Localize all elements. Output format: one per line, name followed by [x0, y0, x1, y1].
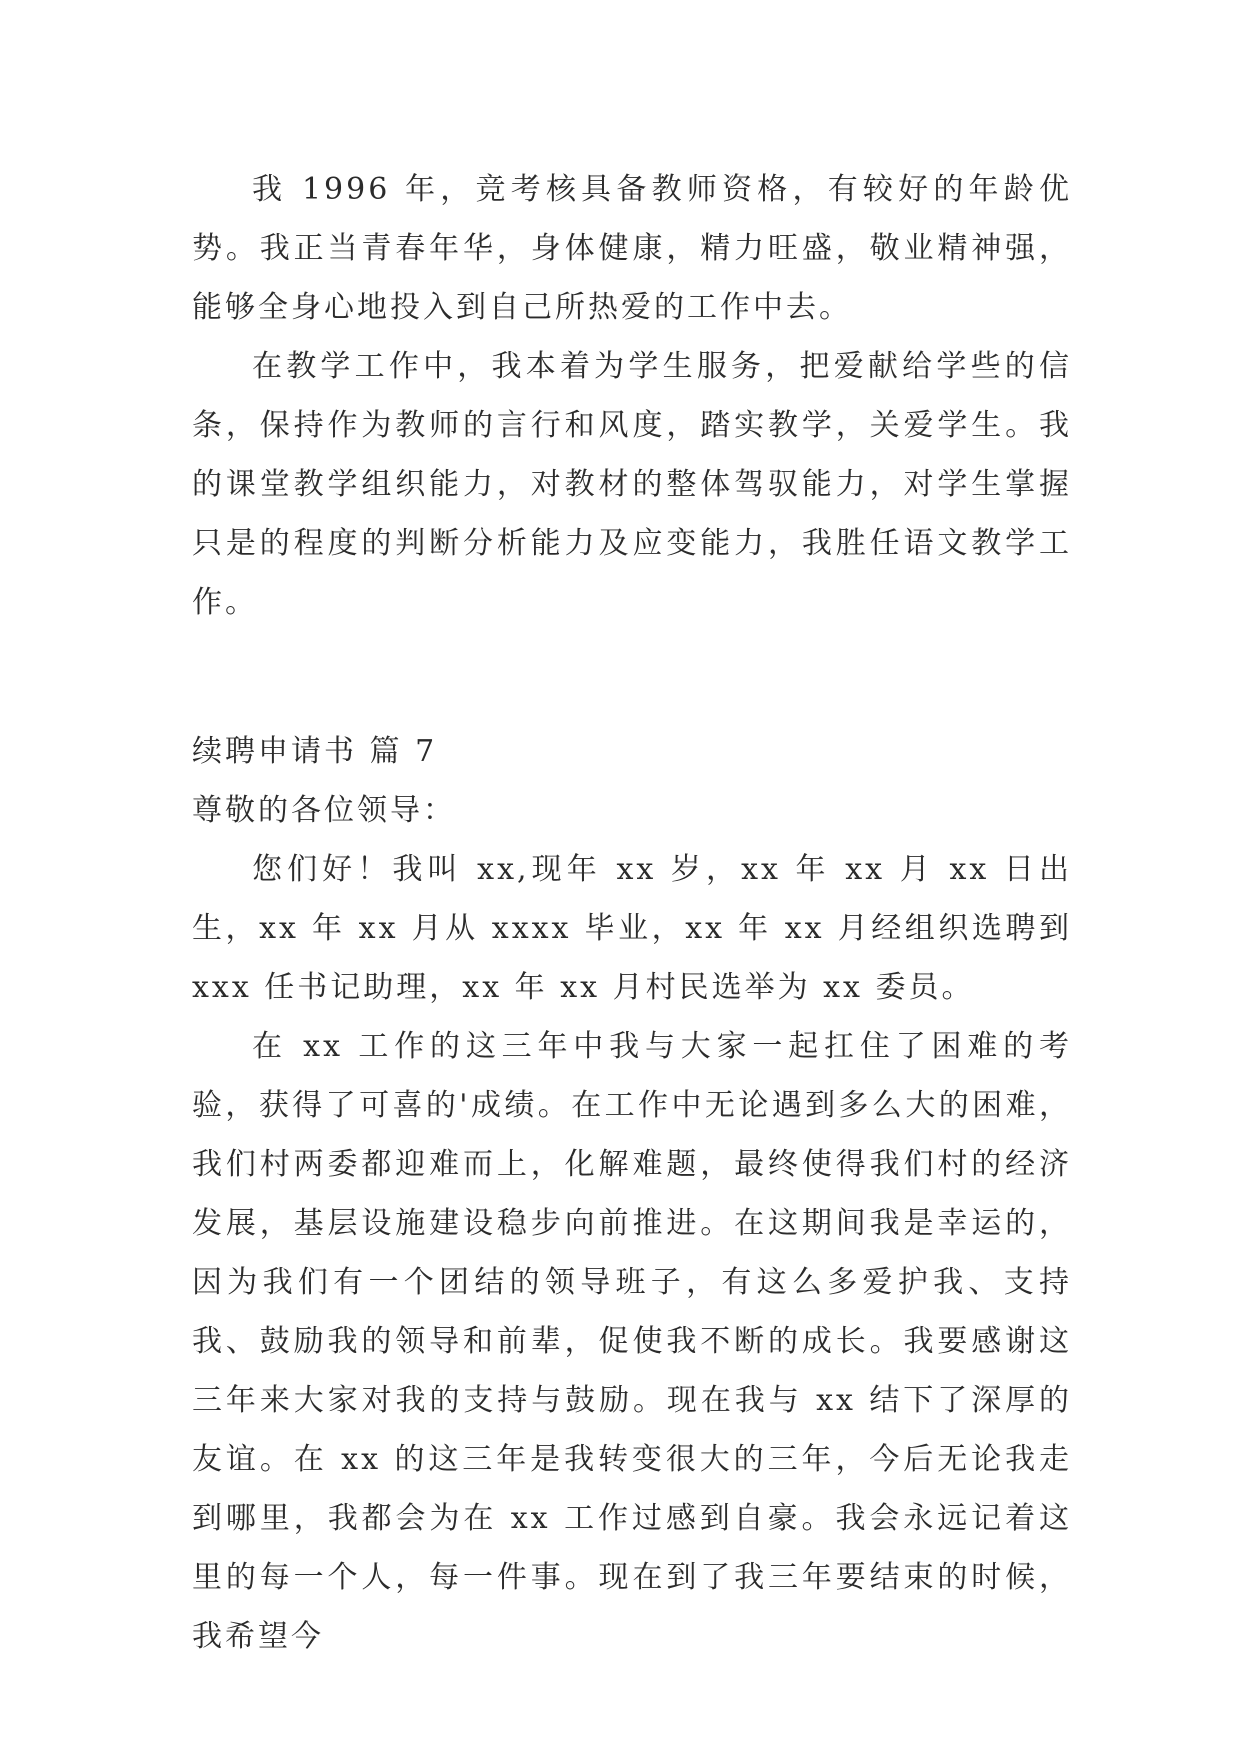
salutation: 尊敬的各位领导： [192, 793, 456, 828]
document-body [192, 160, 1072, 1666]
section-title: 续聘申请书 篇 7 [192, 734, 438, 769]
paragraph-introduction: 您们好！我叫 xx,现年 xx 岁，xx 年 xx 月 xx 日出生，xx 年 xx 月从 xxxx 毕业，xx 年 xx 月经组织选聘到 xxx 任书记助理，xx 年 xx 月村民选举为 xx 委员。 [192, 852, 1072, 1005]
paragraph-work-experience: 在 xx 工作的这三年中我与大家一起扛住了困难的考验，获得了可喜的'成绩。在工作中无论遇到多么大的困难，我们村两委都迎难而上，化解难题，最终使得我们村的经济发展，基层设施建设稳步向前推进。在这期间我是幸运的，因为我们有一个团结的领导班子，有这么多爱护我、支持我、鼓励我的领导和前辈，促使我不断的成长。我要感谢这三年来大家对我的支持与鼓励。现在我与 xx 结下了深厚的友谊。在 xx 的这三年是我转变很大的三年，今后无论我走到哪里，我都会为在 xx 工作过感到自豪。我会永远记着这里的每一个人，每一件事。现在到了我三年要结束的时候，我希望今 [192, 1029, 1072, 1654]
paragraph-teaching: 在教学工作中，我本着为学生服务，把爱献给学些的信条，保持作为教师的言行和风度，踏实教学，关爱学生。我的课堂教学组织能力，对教材的整体驾驭能力，对学生掌握只是的程度的判断分析能力及应变能力，我胜任语文教学工作。 [192, 349, 1072, 620]
paragraph-qualification: 我 1996 年，竞考核具备教师资格，有较好的年龄优势。我正当青春年华，身体健康，精力旺盛，敬业精神强，能够全身心地投入到自己所热爱的工作中去。 [192, 172, 1072, 325]
